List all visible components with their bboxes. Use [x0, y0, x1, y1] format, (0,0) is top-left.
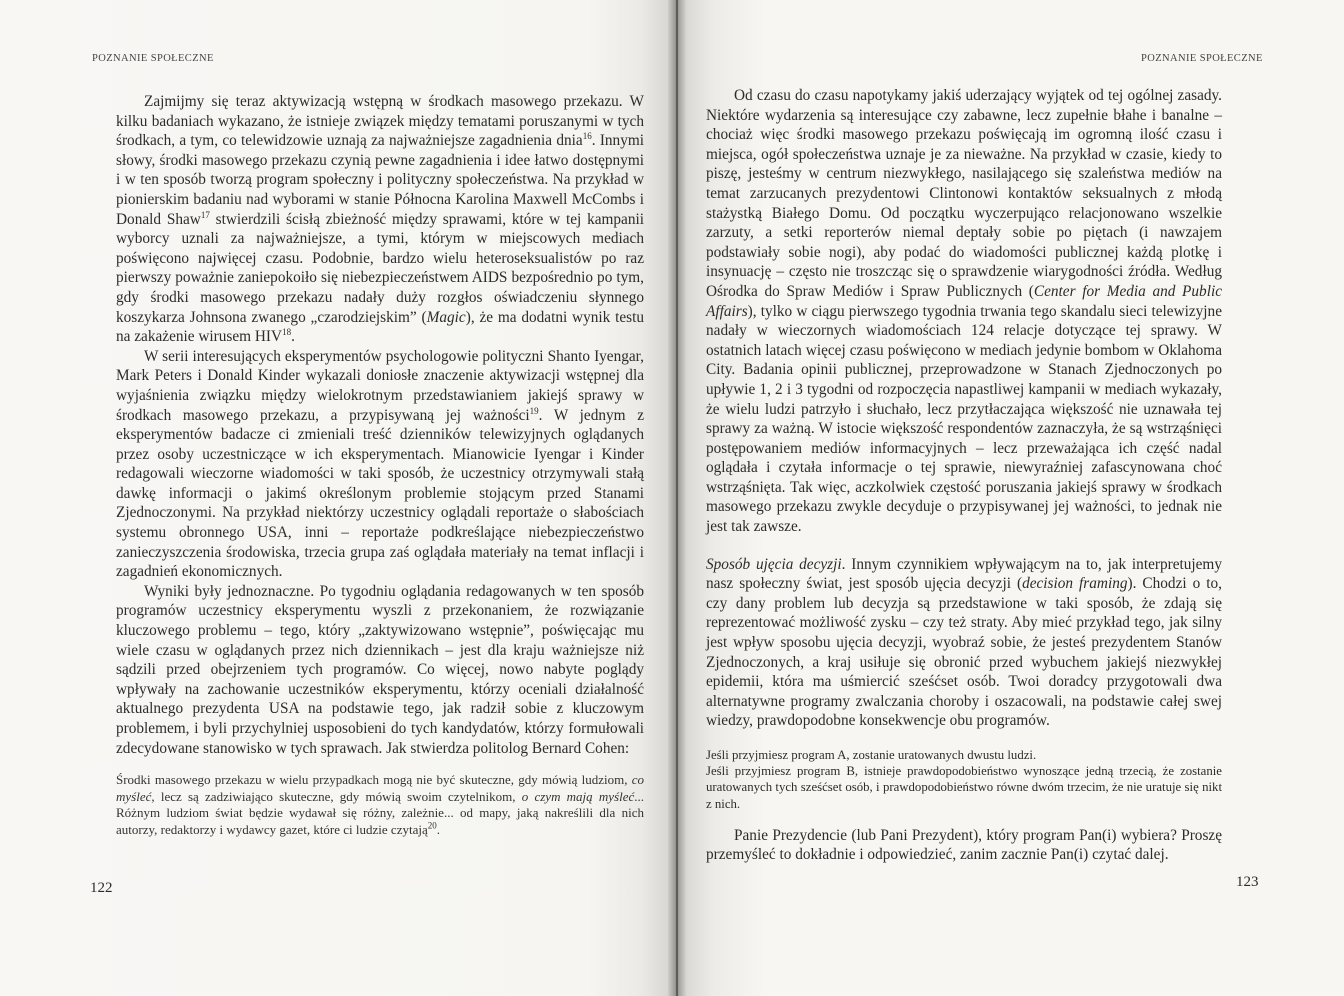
- block-quote: Środki masowego przekazu w wielu przypadkach mogą nie być skuteczne, gdy mówią ludziom, co myśleć, lecz są zadziwiająco skuteczne, gdy mówią swoim czytelnikom, o czym mają myśleć... Różnym ludziom świat będzie wydawał się różny, zależnie... od mapy, jaką nakreślili dla nich autorzy, redaktorzy i wydawcy gazet, które ci ludzie czytają$^{20}$.: [116, 772, 645, 837]
- right-text-column: [706, 86, 1222, 865]
- paragraph: Sposób ujęcia decyzji. Innym czynnikiem wpływającym na to, jak interpretujemy nasz społeczny świat, jest sposób ujęcia decyzji (decision framing). Chodzi o to, czy dany problem lub decyzja są przedstawione w taki sposób, że zdają się reprezentować możliwość zysku – czy też straty. Aby mieć przykład tego, jak silny jest wpływ sposobu ujęcia decyzji, wyobraź sobie, że jesteś prezydentem Stanów Zjednoczonych, a kraj usiłuje się obronić przed wybuchem jakiejś niezwykłej epidemii, która ma uśmiercić sześćset osób. Twoi doradcy przygotowali dwa alternatywne programy zwalczania choroby i oszacowali, na podstawie całej swej wiedzy, prawdopodobne konsekwencje obu programów.: [706, 555, 1223, 730]
- paragraph: Wyniki były jednoznaczne. Po tygodniu oglądania redagowanych w ten sposób programów uczestnicy eksperymentu wyszli z przekonaniem, że rozwiązanie kluczowego problemu – tego, który „zaktywizowano wstępnie”, poświęcając mu wiele czasu w oglądanych przez nich dziennikach – jest dla kraju ważniejsze niż sądzili przed obejrzeniem tych programów. Co więcej, nowo nabyte poglądy wpływały na zachowanie uczestników eksperymentu, którzy oceniali działalność aktualnego prezydenta USA na podstawie tego, jak radził sobie z kluczowym problemem, i byli przychylniej usposobieni do tych kandydatów, którzy formułowali zdecydowane stanowisko w tych sprawach. Jak stwierdza politolog Bernard Cohen:: [116, 582, 644, 757]
- program-options: [706, 747, 1222, 812]
- running-head-right: POZNANIE SPOŁECZNE: [1141, 53, 1263, 64]
- running-head-left: POZNANIE SPOŁECZNE: [92, 53, 214, 64]
- paragraph: W serii interesujących eksperymentów psychologowie polityczni Shanto Iyengar, Mark Peters i Donald Kinder wykazali doniosłe znaczenie aktywizacji wstępnej dla wyjaśnienia związku między wielokrotnym przedstawianiem jakiejś sprawy w środkach masowego przekazu, a przypisywaną jej ważności$^{19}$. W jednym z eksperymentów badacze ci zmieniali treść dzienników telewizyjnych oglądanych przez osoby uczestniczące w ich eksperymentach. Mianowicie Iyengar i Kinder redagowali wieczorne wiadomości w taki sposób, że uczestnicy otrzymywali stałą dawkę informacji o jakimś określonym problemie stojącym przed Stanami Zjednoczonymi. Na przykład niektórzy uczestnicy oglądali reportaże o słabościach systemu obronnego USA, inni – reportaże podkreślające niebezpieczeństwo zanieczyszczenia środowiska, trzecia grupa zaś oglądała materiały na temat inflacji i zagadnień ekonomicznych.: [116, 347, 645, 581]
- paragraph: Od czasu do czasu napotykamy jakiś uderzający wyjątek od tej ogólnej zasady. Niektóre wydarzenia są interesujące czy zabawne, lecz zupełnie błahe i banalne – chociaż więc środki masowego przekazu poświęcają im ogromną ilość czasu i miejsca, ogół społeczeństwa uznaje je za nieważne. Na przykład w czasie, kiedy to piszę, jesteśmy w centrum niezwykłego, nasilającego się szaleństwa mediów na temat zarzucanych prezydentowi Clintonowi kontaktów seksualnych z młodą stażystką Białego Domu. Od początku wyczerpująco relacjonowano wszelkie zarzuty, a setki reporterów niemal deptały sobie po piętach (i nawzajem podstawiały sobie nogi), aby podać do wiadomości publicznej każdą plotkę i insynuację – często nie troszcząc się o sprawdzenie wiarygodności źródła. Według Ośrodka do Spraw Mediów i Spraw Publicznych (Center for Media and Public Affairs), tylko w ciągu pierwszego tygodnia trwania tego skandalu sieci telewizyjne nadały w wieczornych wiadomościach 124 relacje dotyczące tej sprawy. W ostatnich latach więcej czasu poświęcono w mediach jedynie bombom w Oklahoma City. Badania opinii publicznej, przeprowadzone w Stanach Zjednoczonych po upływie 1, 2 i 3 tygodni od rozpoczęcia napastliwej kampanii w mediach wykazały, że wielu ludzi patrzyło i słuchało, lecz przytłaczająca większość nie uznawała tej sprawy za ważną. W istocie większość respondentów zaznaczyła, że są wstrząśnięci postępowaniem mediów informacyjnych – lecz przeważająca ich część nadal oglądała i czytała informacje o tej sprawie, niewyraźniej zafascynowana choć wstrząśnięta. Tak więc, aczkolwiek częstość poruszania jakiejś sprawy w środkach masowego przekazu zwykle decyduje o przypisywanej jej ważności, to jednak nie jest tak zawsze.: [706, 87, 1222, 536]
- option-b: Jeśli przyjmiesz program B, istnieje prawdopodobieństwo wynoszące jedną trzecią, że zostanie uratowanych tych sześćset osób, i prawdopodobieństwo równe dwóm trzecim, że nie uratuje się nikt z nich.: [706, 764, 1222, 811]
- section-run-in-title: Sposób ujęcia decyzji: [706, 555, 842, 573]
- paragraph: Zajmijmy się teraz aktywizacją wstępną w środkach masowego przekazu. W kilku badaniach wykazano, że istnieje związek między tematami poruszanymi w tych środkach, a tym, co telewidzowie uznają za najważniejsze zagadnienia dnia$^{16}$. Innymi słowy, środki masowego przekazu czynią pewne zagadnienia i idee łatwo dostępnymi i w ten sposób tworzą program społeczny i polityczny społeczeństwa. Na przykład w pionierskim badaniu nad wyborami w stanie Północna Karolina Maxwell McCombs i Donald Shaw$^{17}$ stwierdzili ścisłą zbieżność między sprawami, które w tej kampanii wyborcy uznali za najważniejsze, a tymi, którym w miejscowych mediach poświęcono najwięcej czasu. Podobnie, bardzo wielu heteroseksualistów po raz pierwszy poważnie zaniepokoiło się niebezpieczeństwem AIDS bezpośrednio po tym, gdy środki masowego przekazu nadały duży rozgłos oświadczeniu słynnego koszykarza Johnsona zwanego „czarodziejskim” (Magic), że ma dodatni wynik testu na zakażenie wirusem HIV$^{18}$.: [116, 93, 645, 346]
- page-number-left: 122: [90, 880, 113, 896]
- paragraph: Panie Prezydencie (lub Pani Prezydent), który program Pan(i) wybiera? Proszę przemyśleć to dokładnie i odpowiedzieć, zanim zacznie Pan(i) czytać dalej.: [706, 826, 1222, 864]
- gutter-fold: [676, 0, 678, 996]
- left-text-column: [116, 92, 644, 839]
- page-number-right: 123: [1236, 874, 1259, 890]
- option-a: Jeśli przyjmiesz program A, zostanie uratowanych dwustu ludzi.: [706, 748, 1037, 762]
